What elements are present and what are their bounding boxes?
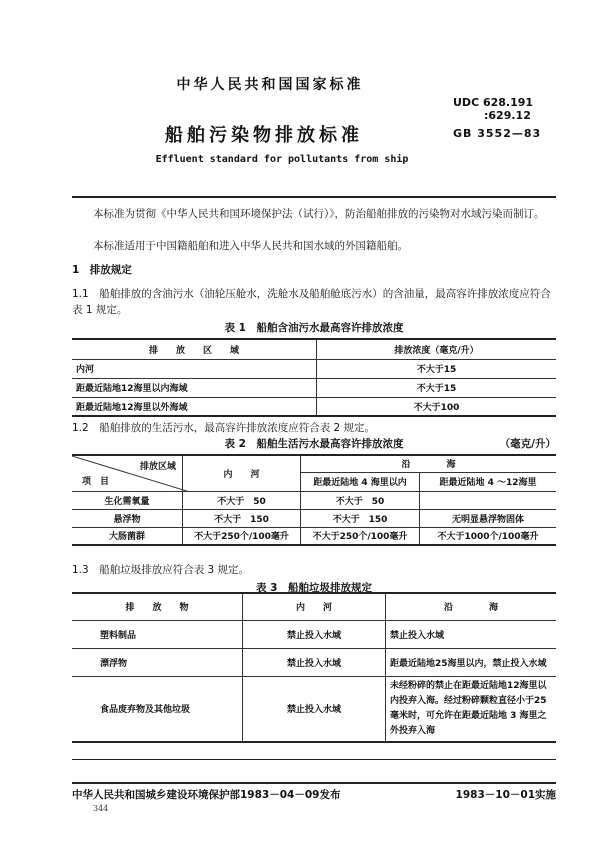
table-cell: 不大于15 [317, 378, 557, 397]
table-row [72, 509, 556, 527]
table-2-corner-header [72, 455, 183, 491]
table-cell: 悬浮物 [72, 509, 183, 527]
english-title: Effluent standard for pollutants from ship [155, 154, 409, 165]
document-title: 船舶污染物排放标准 [165, 125, 363, 146]
table-1-caption: 表 1 船舶含油污水最高容许排放浓度 [224, 322, 404, 334]
footer-divider-top [72, 759, 556, 760]
table-cell: 漂浮物 [72, 648, 243, 676]
udc-line-1: UDC 628.191 [453, 96, 534, 109]
table-2-unit: （毫克/升） [499, 438, 556, 450]
page-number: 344 [93, 804, 109, 813]
table-row [72, 648, 556, 676]
table-1-header-region: 排 放 区 域 [72, 339, 317, 359]
table-cell: 禁止投入水域 [243, 620, 386, 648]
table-2-header-inland: 内 河 [183, 455, 301, 491]
table-cell: 不大于1000个/100毫升 [420, 527, 557, 545]
effective-date: 1983－10－01实施 [455, 789, 556, 801]
udc-line-2: :629.12 [484, 109, 531, 122]
table-cell: 不大于 150 [183, 509, 301, 527]
clause-1-2: 1.2 船舶排放的生活污水，最高容许排放浓度应符合表 2 规定。 [72, 422, 376, 434]
udc-code [453, 96, 533, 122]
table-2-header-coastal: 沿 海 [301, 455, 557, 472]
table-cell: 食品废弃物及其他垃圾 [72, 676, 243, 742]
corner-label-region: 排放区域 [139, 462, 176, 472]
table-cell: 生化需氧量 [72, 491, 183, 509]
table-cell: 距最近陆地25海里以内，禁止投入水域 [386, 648, 557, 676]
table-cell: 无明显悬浮物固体 [420, 509, 557, 527]
clause-1-1: 1.1 船舶排放的含油污水（油轮压舱水，洗舱水及船舶舱底污水）的含油量，最高容许排放浓度应符合表 1 规定。 [72, 288, 551, 316]
table-row [72, 676, 556, 742]
table-cell: 距最近陆地12海里以外海域 [72, 397, 317, 416]
table-cell: 不大于100 [317, 397, 557, 416]
footer-divider [72, 782, 556, 784]
table-cell: 不大于 150 [301, 509, 420, 527]
table-3-header-coastal: 沿 海 [386, 593, 557, 620]
table-3-caption: 表 3 船舶垃圾排放规定 [256, 582, 372, 594]
table-2-subheader-4-to-12: 距最近陆地 4 ～12海里 [420, 472, 557, 491]
table-cell: 禁止投入水域 [243, 676, 386, 742]
national-standard-label: 中华人民共和国国家标准 [176, 77, 364, 93]
table-cell: 禁止投入水域 [243, 648, 386, 676]
table-row [72, 378, 556, 397]
clause-1-3: 1.3 船舶垃圾排放应符合表 3 规定。 [72, 564, 250, 576]
table-row [72, 527, 556, 545]
intro-paragraph-2: 本标准适用于中国籍船舶和进入中华人民共和国水域的外国籍船舶。 [93, 240, 408, 252]
table-row [72, 491, 556, 509]
table-cell: 距最近陆地12海里以内海域 [72, 378, 317, 397]
table-1 [72, 338, 556, 417]
intro-paragraph-1: 本标准为贯彻《中华人民共和国环境保护法（试行）》，防治船舶排放的污染物对水域污染而制订。 [93, 208, 545, 220]
table-cell: 禁止投入水域 [386, 620, 557, 648]
table-row [72, 397, 556, 416]
table-cell [420, 491, 557, 509]
table-1-header-concentration: 排放浓度（毫克/升） [317, 339, 557, 359]
table-cell: 未经粉碎的禁止在距最近陆地12海里以内投弃入海。经过粉碎颗粒直径小于25毫米时，可允许在距最近陆地 3 海里之外投弃入海 [386, 676, 557, 742]
table-3 [72, 592, 556, 743]
table-2 [72, 454, 556, 546]
table-row [72, 359, 556, 378]
table-2-caption: 表 2 船舶生活污水最高容许排放浓度 [224, 438, 404, 450]
table-cell: 不大于250个/100毫升 [301, 527, 420, 545]
standard-number: GB 3552—83 [453, 127, 542, 140]
table-2-subheader-within-4: 距最近陆地 4 海里以内 [301, 472, 420, 491]
table-cell: 内河 [72, 359, 317, 378]
table-row [72, 620, 556, 648]
table-cell: 不大于 50 [301, 491, 420, 509]
table-cell: 不大于 50 [183, 491, 301, 509]
issued-by: 中华人民共和国城乡建设环境保护部1983－04－09发布 [72, 789, 341, 801]
table-3-header-inland: 内 河 [243, 593, 386, 620]
table-3-header-discharge: 排 放 物 [72, 593, 243, 620]
corner-label-item: 项 目 [82, 476, 110, 487]
header-divider [72, 196, 556, 198]
table-cell: 大肠菌群 [72, 527, 183, 545]
table-cell: 塑料制品 [72, 620, 243, 648]
section-1-heading: 1 排放规定 [72, 264, 132, 276]
table-cell: 不大于15 [317, 359, 557, 378]
table-cell: 不大于250个/100毫升 [183, 527, 301, 545]
